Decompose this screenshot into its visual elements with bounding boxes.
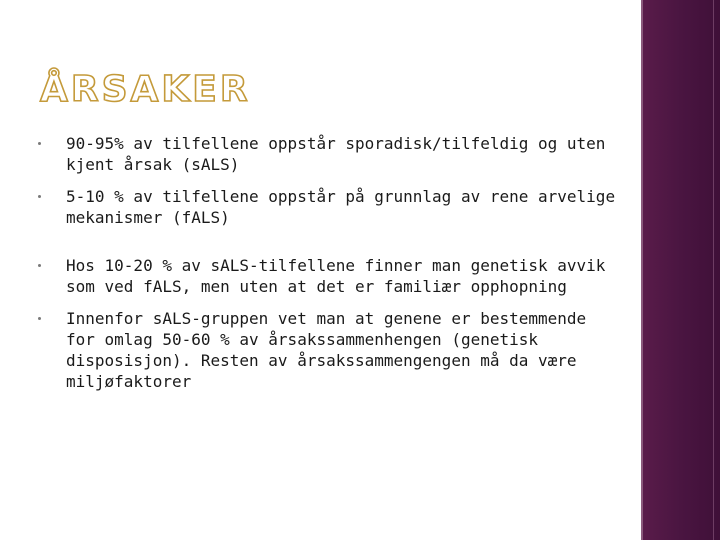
bullet-item bbox=[38, 255, 606, 297]
bullet-text-line: Innenfor sALS-gruppen vet man at genene er bestemmende bbox=[66, 309, 587, 328]
bullet-text-line: kjent årsak (sALS) bbox=[66, 155, 240, 174]
bullet-text-line: for omlag 50-60 % av årsakssammenhengen (genetisk bbox=[66, 330, 539, 349]
bullet-icon bbox=[38, 195, 41, 198]
bullet-icon bbox=[38, 317, 41, 320]
bullet-text-line: mekanismer (fALS) bbox=[66, 208, 230, 227]
bullet-text-line: disposisjon). Resten av årsakssammengengen må da være bbox=[66, 351, 577, 370]
slide-title: ÅRSAKER bbox=[40, 69, 251, 110]
bullet-text-line: 5-10 % av tilfellene oppstår på grunnlag av rene arvelige bbox=[66, 187, 616, 206]
bullet-text-line: Hos 10-20 % av sALS-tilfellene finner man genetisk avvik bbox=[66, 256, 606, 275]
decorative-side-band bbox=[641, 0, 720, 540]
bullet-text-line: som ved fALS, men uten at det er familiær opphopning bbox=[66, 277, 567, 296]
bullet-item bbox=[38, 133, 606, 175]
bullet-item bbox=[38, 308, 598, 392]
bullet-list bbox=[38, 133, 616, 392]
bullet-item bbox=[38, 186, 616, 228]
bullet-icon bbox=[38, 264, 41, 267]
bullet-text-line: miljøfaktorer bbox=[66, 372, 192, 391]
bullet-icon bbox=[38, 142, 41, 145]
bullet-text-line: 90-95% av tilfellene oppstår sporadisk/tilfeldig og uten bbox=[66, 134, 606, 153]
